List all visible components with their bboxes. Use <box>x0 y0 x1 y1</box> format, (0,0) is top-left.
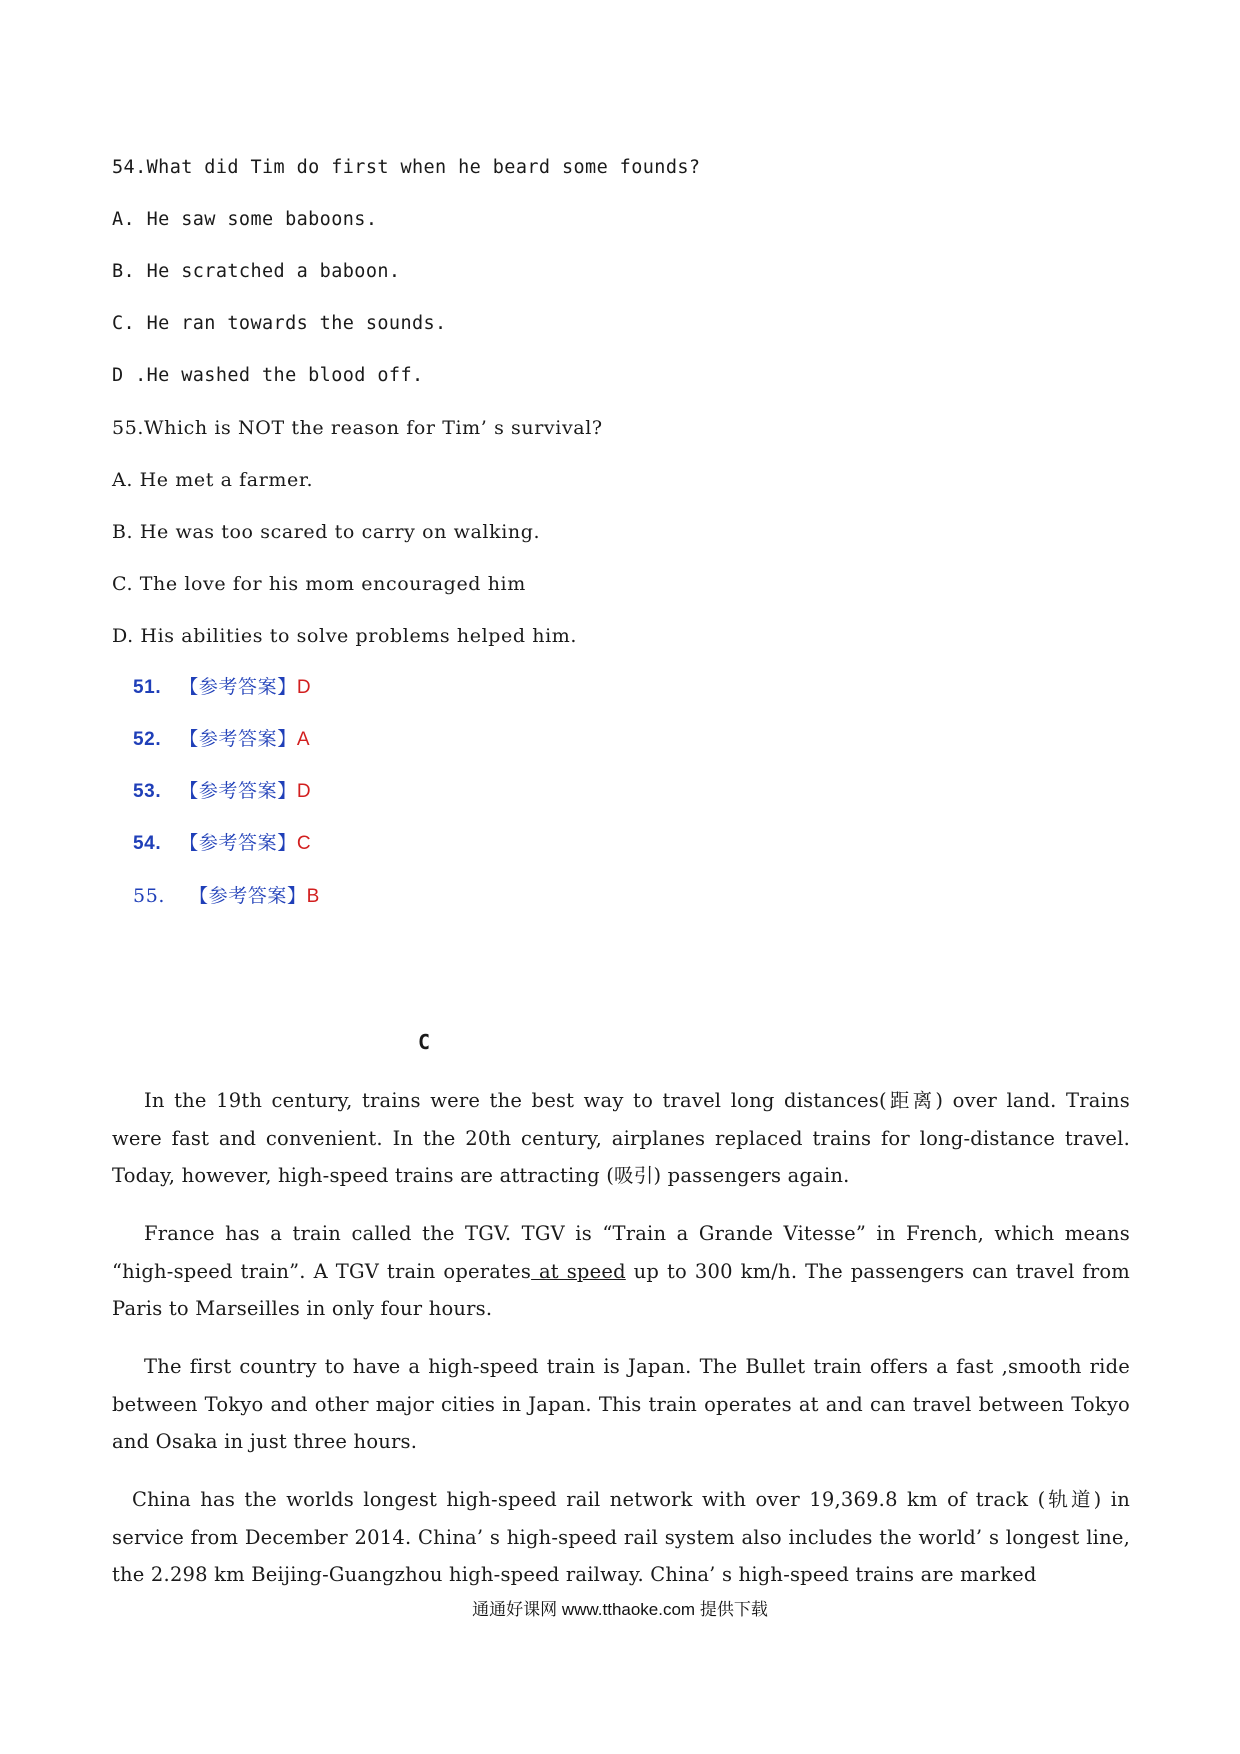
question-54-option-d: D .He washed the blood off. <box>112 365 424 386</box>
question-54-option-b: B. He scratched a baboon. <box>112 261 401 282</box>
answer-label: 【参考答案】 <box>189 886 307 907</box>
passage-paragraph-2 <box>112 1215 1130 1328</box>
answer-letter: A <box>296 729 311 750</box>
answer-54 <box>133 832 311 856</box>
answer-label: 【参考答案】 <box>179 677 297 698</box>
paragraph-text: China has the worlds longest high-speed rail network with over 19,369.8 km of track (轨道) in service from December 2014. China’ s high-speed rail system also includes the world’ s longest line, the 2.298 km Beijing-Guangzhou high-speed railway. China’ s high-speed trains are marked <box>112 1488 1130 1586</box>
question-54-option-a: A. He saw some baboons. <box>112 209 378 230</box>
paragraph-text: up to 300 km/h. The passengers can travel from Paris to Marseilles in only four hours. <box>112 1259 1130 1320</box>
passage-paragraph-1 <box>112 1082 1130 1195</box>
question-55-option-b: B. He was too scared to carry on walking. <box>112 521 541 543</box>
question-55-stem: 55.Which is NOT the reason for Tim’ s survival? <box>112 417 603 439</box>
answer-label: 【参考答案】 <box>179 781 297 802</box>
answer-51 <box>133 676 311 700</box>
question-55-option-a: A. He met a farmer. <box>112 469 314 491</box>
page-footer: 通通好课网 www.tthaoke.com 提供下载 <box>472 1600 768 1619</box>
paragraph-text: The first country to have a high-speed train is Japan. The Bullet train offers a fast ,smooth ride between Tokyo and other major cities in Japan. This train operates at and can travel between Tokyo and Osaka in just three hours. <box>112 1355 1130 1453</box>
answer-55 <box>133 884 320 909</box>
answer-52 <box>133 728 310 752</box>
paragraph-text: In the 19th century, trains were the best way to travel long distances(距离) over land. Trains were fast and convenient. In the 20th century, airplanes replaced trains for long-distance travel. Today, however, high-speed trains are attracting (吸引) passengers again. <box>112 1089 1130 1187</box>
answer-letter: B <box>306 886 320 907</box>
answer-label: 【参考答案】 <box>179 833 297 854</box>
section-title: C <box>418 1030 431 1054</box>
answer-letter: D <box>296 781 312 802</box>
answer-letter: C <box>296 833 312 854</box>
passage-paragraph-4 <box>112 1481 1130 1594</box>
underlined-phrase: at speed <box>531 1259 626 1283</box>
answer-number: 52. <box>133 729 162 750</box>
answer-letter: D <box>296 677 312 698</box>
answer-number: 55. <box>133 885 166 907</box>
paragraph-text: France has a train called the TGV. TGV is “Train a Grande Vitesse” in French, which means “high-speed train”. A TGV train operates <box>112 1222 1130 1283</box>
question-55-option-d: D. His abilities to solve problems helped him. <box>112 625 578 647</box>
passage-paragraph-3 <box>112 1348 1130 1461</box>
answer-number: 54. <box>133 833 162 854</box>
question-55-option-c: C. The love for his mom encouraged him <box>112 573 526 595</box>
answer-53 <box>133 780 311 804</box>
answer-number: 51. <box>133 677 162 698</box>
answer-number: 53. <box>133 781 162 802</box>
question-54-option-c: C. He ran towards the sounds. <box>112 313 447 334</box>
question-54-stem: 54.What did Tim do first when he beard some founds? <box>112 157 701 178</box>
answer-label: 【参考答案】 <box>179 729 297 750</box>
